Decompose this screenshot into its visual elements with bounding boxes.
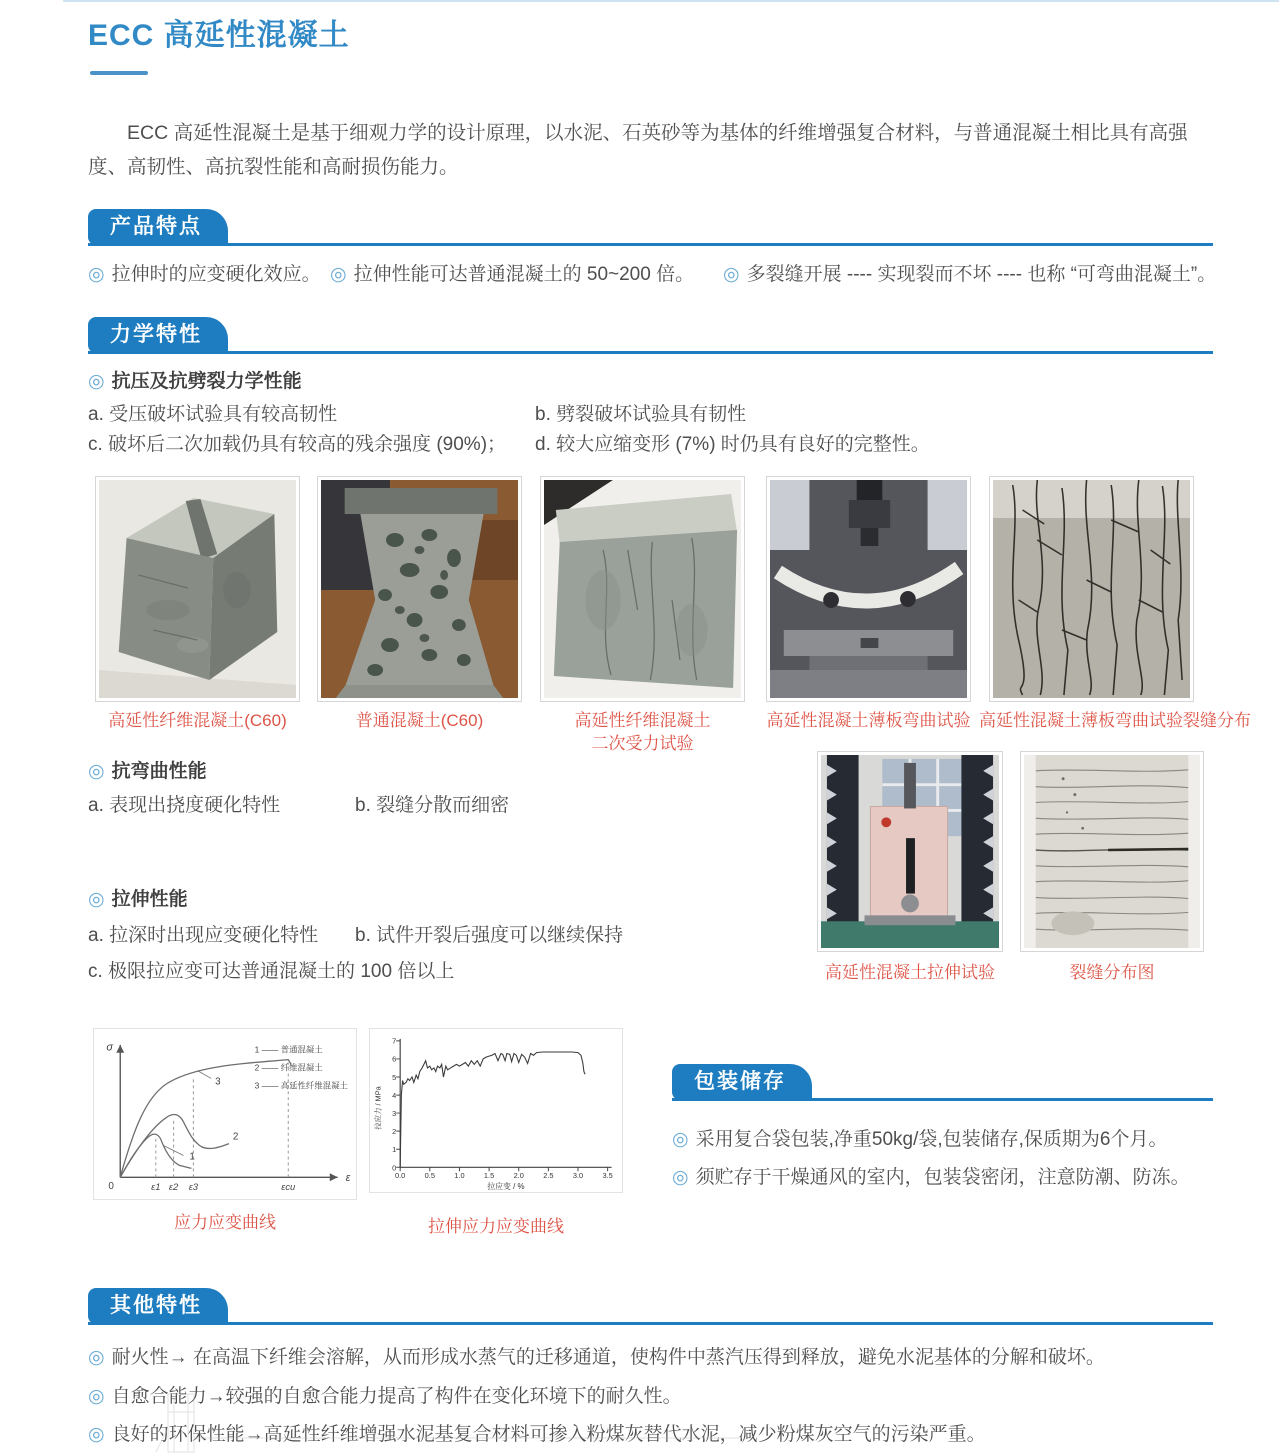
subsection-bending <box>88 756 207 783</box>
photo-caption: 高延性混凝土薄板弯曲试验裂缝分布 <box>979 711 1251 730</box>
ring-icon: ◎ <box>88 761 105 782</box>
title-underline <box>90 71 148 75</box>
chart2-ytick: 1 <box>392 1145 397 1155</box>
chart2-xtick: 2.0 <box>513 1171 524 1181</box>
ring-icon: ◎ <box>88 1424 105 1445</box>
intro-paragraph: ECC 高延性混凝土是基于细观力学的设计原理，以水泥、石英砂等为基体的纤维增强复合材料，与普通混凝土相比具有高强度、高韧性、高抗裂性能和高耐损伤能力。 <box>88 122 1188 178</box>
photo-crack-distribution-image <box>993 480 1190 698</box>
section-line-features <box>88 243 1213 246</box>
chart1-ylabel: σ <box>106 1041 113 1054</box>
chart1-legend-1: 1 —— 普通混凝土 <box>254 1044 323 1055</box>
section-badge-mechanical: 力学特性 <box>88 317 228 353</box>
photo-caption: 普通混凝土(C60) <box>355 711 484 730</box>
watermark-drawing <box>130 1392 750 1454</box>
other-bullet-text: 良好的环保性能→高延性纤维增强水泥基复合材料可掺入粉煤灰替代水泥，减少粉煤灰空气的污染严重。 <box>111 1424 986 1445</box>
tension-item-a: a. 拉深时出现应变硬化特性 <box>88 925 319 946</box>
ring-icon: ◎ <box>672 1129 689 1150</box>
chart-tensile-svg <box>370 1029 622 1192</box>
other-bullet-text: 耐火性→ 在高温下纤维会溶解，从而形成水蒸气的迁移通道，使构件中蒸汽压得到释放，避免水泥基体的分解和破坏。 <box>111 1347 1105 1368</box>
compression-item-b: b. 劈裂破坏试验具有韧性 <box>535 404 747 425</box>
photo-ordinary-concrete-c60 <box>317 476 522 702</box>
chart1-xlabel: ε <box>345 1172 351 1185</box>
bending-item-b: b. 裂缝分散而细密 <box>355 795 510 816</box>
subsection-tension <box>88 884 188 911</box>
chart2-ylabel: 拉应力 / MPa <box>373 1086 383 1130</box>
chart2-xtick: 1.5 <box>483 1171 495 1181</box>
chart1-legend-3: 3 —— 高延性纤维混凝土 <box>254 1080 348 1091</box>
chart2-xlabel: 拉应变 / % <box>487 1182 525 1192</box>
compression-item-d: d. 较大应缩变形 (7%) 时仍具有良好的完整性。 <box>535 434 930 455</box>
chart1-curve-label-2: 2 <box>232 1131 239 1143</box>
packaging-bullet-text: 须贮存于干燥通风的室内，包装袋密闭，注意防潮、防冻。 <box>695 1167 1190 1188</box>
chart1-curve-label-3: 3 <box>215 1076 221 1088</box>
feature-bullet <box>330 259 694 286</box>
page-title: ECC 高延性混凝土 <box>88 19 350 52</box>
chart-stress-strain-schematic <box>93 1028 357 1200</box>
chart-tensile-stress-strain <box>369 1028 623 1193</box>
chart1-curve-label-1: 1 <box>189 1151 195 1163</box>
chart2-xtick: 2.5 <box>543 1171 554 1181</box>
chart2-xtick: 0.5 <box>424 1171 435 1181</box>
chart2-xtick: 1.0 <box>454 1171 465 1181</box>
tension-item-b: b. 试件开裂后强度可以继续保持 <box>355 925 624 946</box>
section-badge-other: 其他特性 <box>88 1288 228 1324</box>
photo-caption: 高延性混凝土拉伸试验 <box>825 963 995 982</box>
chart-caption: 应力应变曲线 <box>174 1213 276 1232</box>
packaging-bullet-text: 采用复合袋包装,净重50kg/袋,包装储存,保质期为6个月。 <box>695 1129 1168 1150</box>
chart2-ytick: 5 <box>392 1072 397 1082</box>
chart-caption: 拉伸应力应变曲线 <box>428 1217 564 1236</box>
ring-icon: ◎ <box>672 1167 689 1188</box>
section-badge-packaging: 包装储存 <box>672 1064 812 1100</box>
subsection-compression <box>88 366 302 393</box>
chart1-xtick: ε2 <box>168 1182 179 1193</box>
chart1-xtick: εcu <box>281 1182 296 1193</box>
subsection-title: 抗弯曲性能 <box>111 761 207 782</box>
chart2-xtick: 3.0 <box>572 1171 584 1181</box>
chart1-origin: 0 <box>108 1181 114 1193</box>
photo-crack-pattern-image <box>1024 755 1200 948</box>
photo-ecc-second-loading-image <box>544 480 741 698</box>
ring-icon: ◎ <box>330 264 347 285</box>
compression-item-c: c. 破坏后二次加载仍具有较高的残余强度 (90%)； <box>88 434 507 455</box>
other-bullet-text: 自愈合能力→较强的自愈合能力提高了构件在变化环境下的耐久性。 <box>111 1386 682 1407</box>
photo-bending-test-image <box>770 480 967 698</box>
photo-thin-plate-bending-test <box>766 476 971 702</box>
subsection-title: 拉伸性能 <box>111 889 188 910</box>
chart2-xtick: 3.5 <box>602 1171 613 1181</box>
photo-tensile-machine-image <box>821 755 999 948</box>
chart1-xtick: ε1 <box>151 1182 161 1193</box>
ring-icon: ◎ <box>88 1347 105 1368</box>
chart-stress-strain-svg <box>94 1029 356 1199</box>
feature-bullet-text: 拉伸时的应变硬化效应。 <box>111 264 321 285</box>
photo-crack-pattern <box>1020 751 1204 952</box>
feature-bullet <box>88 259 321 286</box>
ring-icon: ◎ <box>88 264 105 285</box>
section-line-mechanical <box>88 351 1213 354</box>
photo-caption: 裂缝分布图 <box>1069 963 1155 982</box>
photo-caption: 高延性纤维混凝土(C60) <box>108 711 287 730</box>
photo-ecc-cube-c60-image <box>99 480 296 698</box>
photo-caption-line2: 二次受力试验 <box>591 734 694 753</box>
ring-icon: ◎ <box>88 1386 105 1407</box>
photo-bending-crack-distribution <box>989 476 1194 702</box>
section-badge-features: 产品特点 <box>88 209 228 245</box>
chart2-ytick: 4 <box>392 1090 397 1100</box>
compression-item-a: a. 受压破坏试验具有较高韧性 <box>88 404 338 425</box>
chart2-ytick: 7 <box>392 1036 397 1046</box>
feature-bullet-text: 拉伸性能可达普通混凝土的 50~200 倍。 <box>353 264 695 285</box>
chart2-xtick: 0.0 <box>395 1171 406 1181</box>
chart2-ytick: 3 <box>392 1108 397 1118</box>
top-divider <box>63 0 1279 2</box>
tension-item-c: c. 极限拉应变可达普通混凝土的 100 倍以上 <box>88 961 455 982</box>
chart1-xtick: ε3 <box>188 1182 199 1193</box>
photo-ordinary-concrete-image <box>321 480 518 698</box>
packaging-bullet <box>672 1162 1190 1189</box>
ring-icon: ◎ <box>88 889 105 910</box>
subsection-title: 抗压及抗劈裂力学性能 <box>111 371 302 392</box>
photo-tensile-test-machine <box>817 751 1003 952</box>
bending-item-a: a. 表现出挠度硬化特性 <box>88 795 281 816</box>
photo-ecc-second-loading <box>540 476 745 702</box>
chart1-legend-2: 2 —— 纤维混凝土 <box>254 1062 323 1073</box>
photo-caption: 高延性纤维混凝土 <box>574 711 711 730</box>
chart2-ytick: 0 <box>392 1163 397 1173</box>
ring-icon: ◎ <box>88 371 105 392</box>
chart2-data-line <box>400 1052 585 1167</box>
photo-ecc-cube-c60 <box>95 476 300 702</box>
chart2-ytick: 2 <box>392 1127 397 1137</box>
feature-bullet <box>723 259 1216 286</box>
feature-bullet-text: 多裂缝开展 ---- 实现裂而不坏 ---- 也称 “可弯曲混凝土”。 <box>746 264 1217 285</box>
chart2-ytick: 6 <box>392 1054 397 1064</box>
packaging-bullet <box>672 1124 1167 1151</box>
section-line-other <box>88 1322 1213 1325</box>
photo-caption: 高延性混凝土薄板弯曲试验 <box>766 711 971 730</box>
other-bullet <box>88 1342 1105 1369</box>
ring-icon: ◎ <box>723 264 740 285</box>
